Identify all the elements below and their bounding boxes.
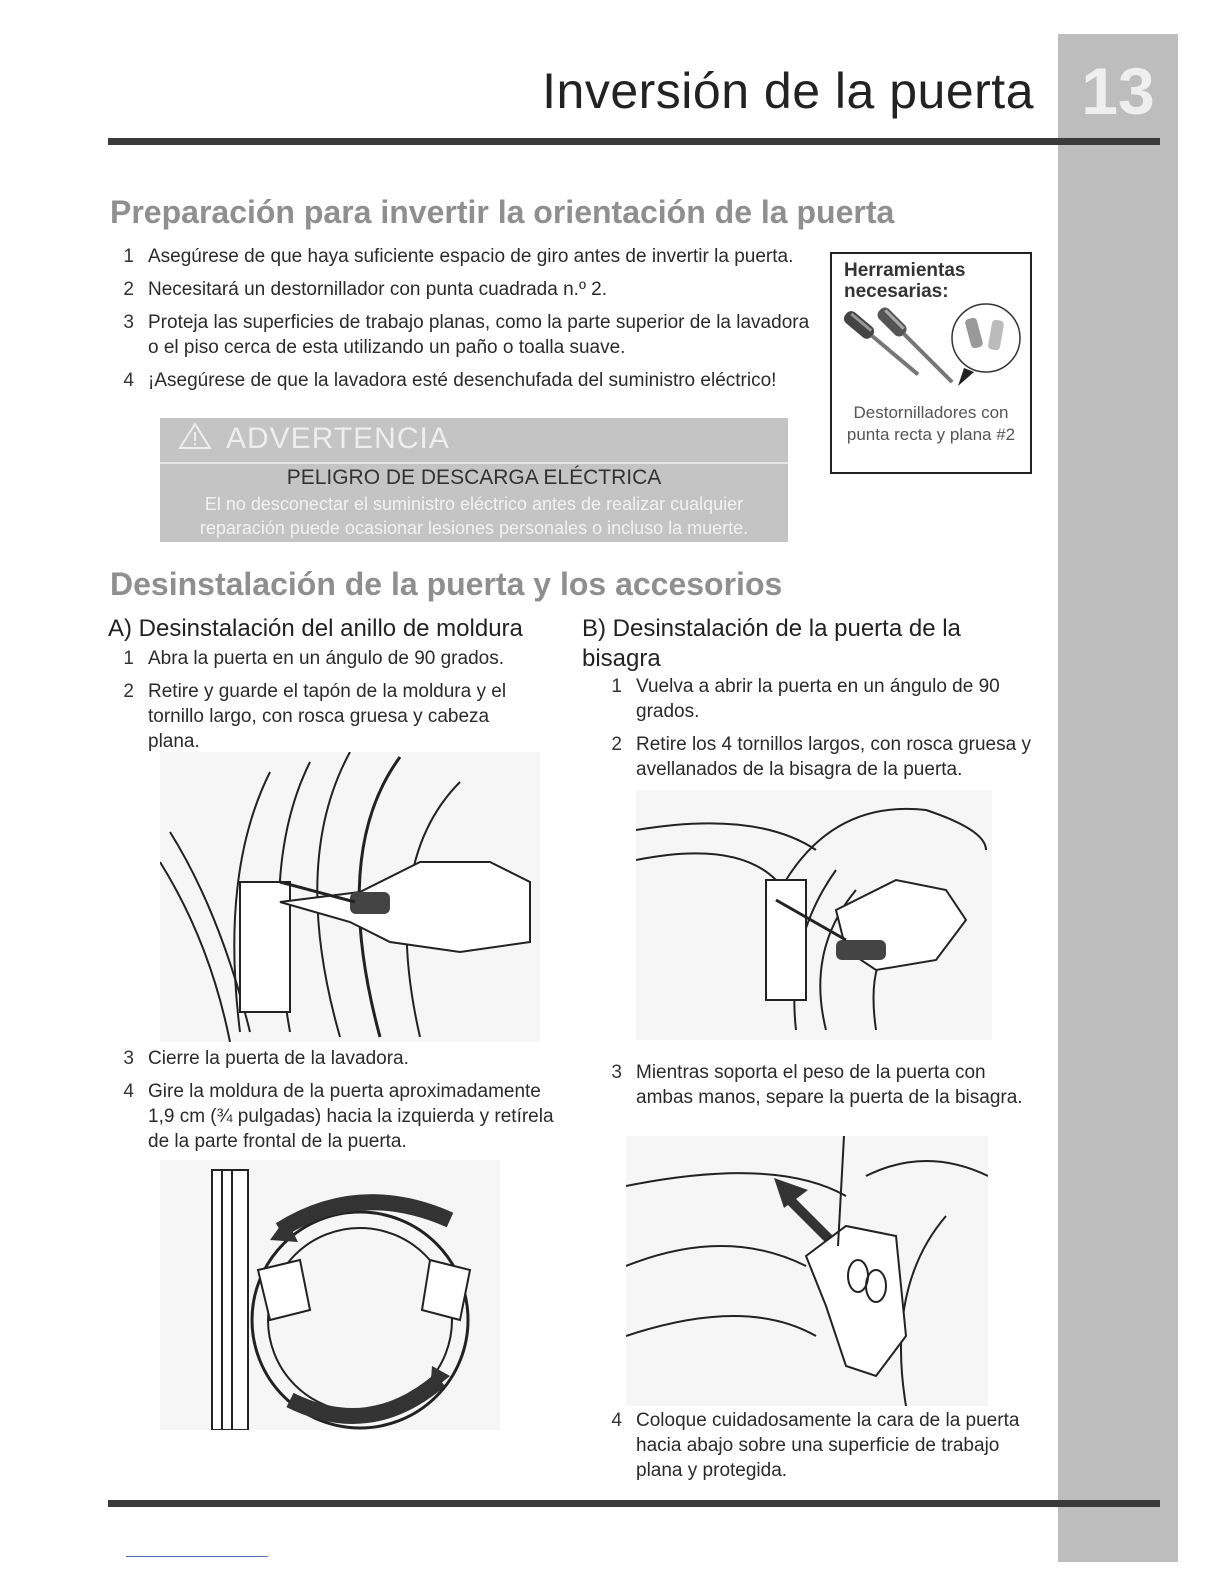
ring-rotation-illustration [160, 1160, 500, 1430]
section-heading-preparation: Preparación para invertir la orientación de la puerta [110, 194, 895, 230]
tools-box [830, 252, 1032, 474]
side-tab [1058, 34, 1178, 1562]
part-b-steps-top [606, 674, 1046, 790]
list-item: 2 Retire y guarde el tapón de la moldura y el tornillo largo, con rosca gruesa y cabeza plana. [123, 681, 507, 752]
warning-box [160, 418, 788, 542]
part-a-heading: A) Desinstalación del anillo de moldura [108, 615, 523, 642]
list-item: 1 Abra la puerta en un ángulo de 90 grados. [123, 648, 504, 669]
list-item: 1 Vuelva a abrir la puerta en un ángulo de 90 grados. [611, 676, 1000, 722]
list-item: 3 Cierre la puerta de la lavadora. [123, 1048, 409, 1069]
bottom-underline [126, 1556, 268, 1557]
page-number: 13 [1081, 54, 1155, 128]
tools-title: Herramientas necesarias: [844, 260, 966, 302]
top-rule [108, 138, 1160, 145]
warning-triangle-icon [178, 422, 212, 450]
part-b-steps-mid [606, 1060, 1026, 1118]
warning-heading: ADVERTENCIA [178, 422, 450, 456]
list-item: 2 Necesitará un destornillador con punta cuadrada n.º 2. [123, 279, 608, 300]
warning-divider [160, 462, 788, 464]
part-b-heading: B) Desinstalación de la puerta de la bisagra [582, 615, 961, 672]
screwdrivers-icon [836, 302, 1026, 402]
hinge-screws-illustration [636, 790, 992, 1040]
part-a-steps-bottom [118, 1046, 568, 1162]
list-item: 4 ¡Asegúrese de que la lavadora esté desenchufada del suministro eléctrico! [123, 370, 777, 391]
list-item: 1 Asegúrese de que haya suficiente espacio de giro antes de invertir la puerta. [123, 246, 794, 267]
preparation-steps [118, 244, 818, 401]
list-item: 2 Retire los 4 tornillos largos, con rosca gruesa y avellanados de la bisagra de la puerta. [611, 734, 1031, 780]
list-item: 4 Coloque cuidadosamente la cara de la puerta hacia abajo sobre una superficie de trabajo plana y protegida. [611, 1410, 1020, 1481]
door-separation-illustration [626, 1136, 988, 1406]
section-heading-removal: Desinstalación de la puerta y los accesorios [110, 566, 783, 602]
page-title: Inversión de la puerta [542, 63, 1034, 119]
tools-caption: Destornilladores con punta recta y plana #2 [846, 403, 1016, 444]
list-item: 3 Proteja las superficies de trabajo planas, como la parte superior de la lavadora o el piso cerca de esta utilizando un paño o toalla suave. [123, 312, 810, 358]
list-item: 4 Gire la moldura de la puerta aproximadamente 1,9 cm (¾ pulgadas) hacia la izquierda y retírela de la parte frontal de la puerta. [123, 1081, 554, 1152]
warning-body: El no desconectar el suministro eléctrico antes de realizar cualquier reparación puede ocasionar lesiones personales o incluso la muerte. [199, 494, 749, 538]
bottom-rule [108, 1500, 1160, 1507]
ring-removal-illustration [160, 752, 540, 1042]
list-item: 3 Mientras soporta el peso de la puerta con ambas manos, separe la puerta de la bisagra. [611, 1062, 1023, 1108]
part-b-steps-bottom [606, 1408, 1026, 1491]
part-a-steps-top [118, 646, 538, 762]
warning-subheading: PELIGRO DE DESCARGA ELÉCTRICA [286, 466, 662, 489]
